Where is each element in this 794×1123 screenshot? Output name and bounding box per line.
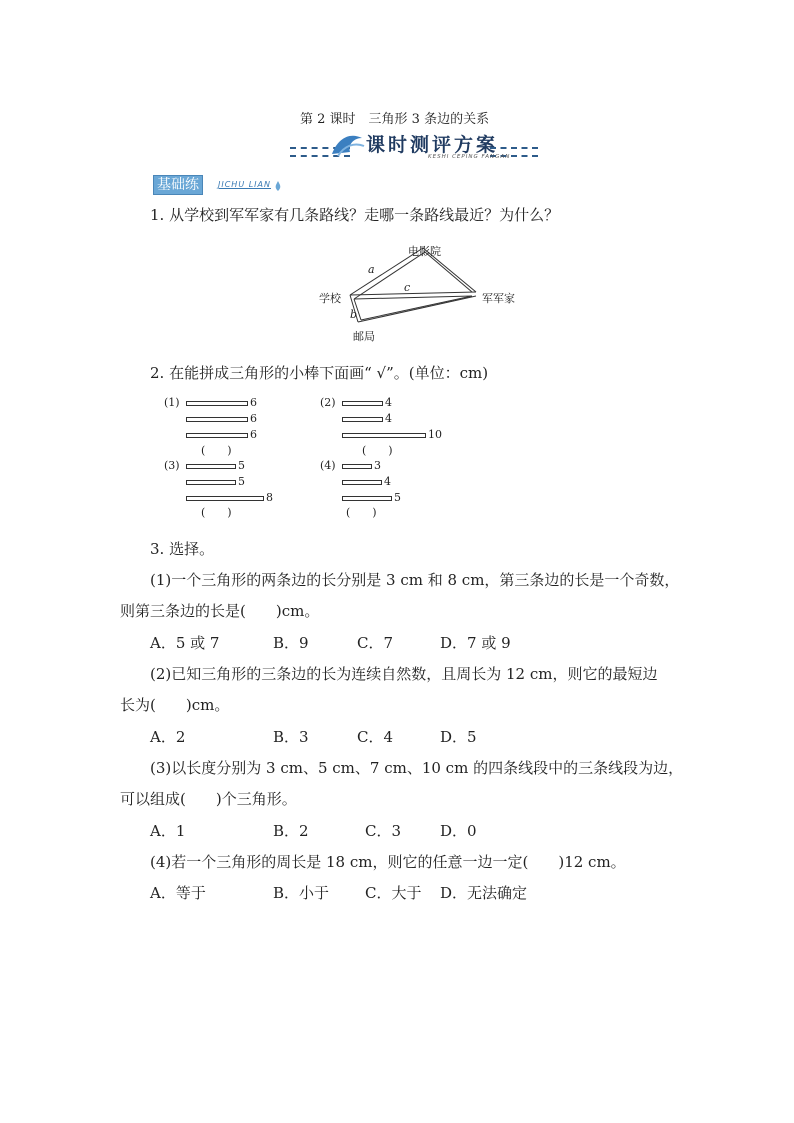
answer-blank-4[interactable]: ( ) [346, 506, 377, 519]
question-1-text: 1. 从学校到军军家有几条路线？走哪一条路线最近？为什么？ [150, 206, 560, 224]
section-tag-label: 基础练 [153, 175, 203, 195]
stick [342, 464, 372, 469]
question-3-1-line1: (1)一个三角形的两条边的长分别是 3 cm 和 8 cm，第三条边的长是一个奇数， [150, 571, 680, 589]
stick [342, 480, 382, 485]
option-a[interactable]: A．1 [150, 822, 186, 840]
option-d[interactable]: D．无法确定 [440, 884, 528, 902]
stick-length: 5 [238, 459, 245, 472]
section-tag [153, 174, 203, 194]
route-c-line [350, 292, 476, 295]
label-b: b [350, 308, 358, 321]
question-2-text: 2. 在能拼成三角形的小棒下面画“ √”。(单位：cm) [150, 364, 489, 382]
group-3-label: (3) [164, 459, 180, 472]
question-3-2-line2: 长为( )cm。 [120, 696, 230, 714]
stick-length: 8 [266, 491, 273, 504]
group-4-label: (4) [320, 459, 336, 472]
label-cinema: 电影院 [408, 245, 441, 258]
label-school: 学校 [319, 292, 341, 305]
lesson-title: 第 2 课时 三角形 3 条边的关系 [300, 112, 490, 127]
option-b[interactable]: B．3 [273, 728, 309, 746]
stick-length: 6 [250, 412, 257, 425]
stick [186, 480, 236, 485]
option-a[interactable]: A．5 或 7 [150, 634, 220, 652]
stick-length: 6 [250, 396, 257, 409]
stick [186, 417, 248, 422]
answer-blank-1[interactable]: ( ) [201, 444, 232, 457]
answer-blank-3[interactable]: ( ) [201, 506, 232, 519]
stick-length: 5 [394, 491, 401, 504]
question-3-4-line1: (4)若一个三角形的周长是 18 cm，则它的任意一边一定( )12 cm。 [150, 853, 626, 871]
stick [342, 496, 392, 501]
stick [186, 464, 236, 469]
stick [342, 401, 383, 406]
label-post-office: 邮局 [353, 330, 375, 343]
question-3-1-line2: 则第三条边的长是( )cm。 [120, 602, 320, 620]
option-b[interactable]: B．小于 [273, 884, 330, 902]
group-2-label: (2) [320, 396, 336, 409]
option-d[interactable]: D．0 [440, 822, 477, 840]
droplet-icon [274, 181, 282, 191]
option-c[interactable]: C．7 [357, 634, 394, 652]
question-3-3-line1: (3)以长度分别为 3 cm、5 cm、7 cm、10 cm 的四条线段中的三条线段为边， [150, 759, 684, 777]
option-b[interactable]: B．9 [273, 634, 309, 652]
answer-blank-2[interactable]: ( ) [362, 444, 393, 457]
section-tag-subtitle: JICHU LIAN [218, 180, 271, 189]
banner-subtitle: KESHI CEPING FANGAN [428, 154, 511, 160]
stick [186, 433, 248, 438]
option-c[interactable]: C．大于 [365, 884, 422, 902]
group-1-label: (1) [164, 396, 180, 409]
question-3-3-line2: 可以组成( )个三角形。 [120, 790, 297, 808]
stick-length: 5 [238, 475, 245, 488]
label-home: 军军家 [482, 292, 515, 305]
option-a[interactable]: A．2 [150, 728, 186, 746]
option-d[interactable]: D．7 或 9 [440, 634, 511, 652]
option-d[interactable]: D．5 [440, 728, 477, 746]
option-b[interactable]: B．2 [273, 822, 309, 840]
stick-length: 4 [384, 475, 391, 488]
option-c[interactable]: C．3 [365, 822, 402, 840]
stick-length: 4 [385, 412, 392, 425]
option-a[interactable]: A．等于 [150, 884, 206, 902]
label-a: a [368, 263, 375, 276]
stick-length: 4 [385, 396, 392, 409]
banner-title: 课时测评方案 [366, 134, 499, 156]
stick [186, 496, 264, 501]
stick [186, 401, 248, 406]
label-c: c [404, 281, 411, 294]
stick [342, 433, 426, 438]
stick [342, 417, 383, 422]
wave-logo-icon [328, 128, 368, 158]
stick-length: 3 [374, 459, 381, 472]
question-3-title: 3. 选择。 [150, 540, 215, 558]
question-3-2-line1: (2)已知三角形的三条边的长为连续自然数，且周长为 12 cm，则它的最短边 [150, 665, 658, 683]
option-c[interactable]: C．4 [357, 728, 394, 746]
banner [290, 128, 540, 160]
stick-length: 10 [428, 428, 442, 441]
stick-length: 6 [250, 428, 257, 441]
